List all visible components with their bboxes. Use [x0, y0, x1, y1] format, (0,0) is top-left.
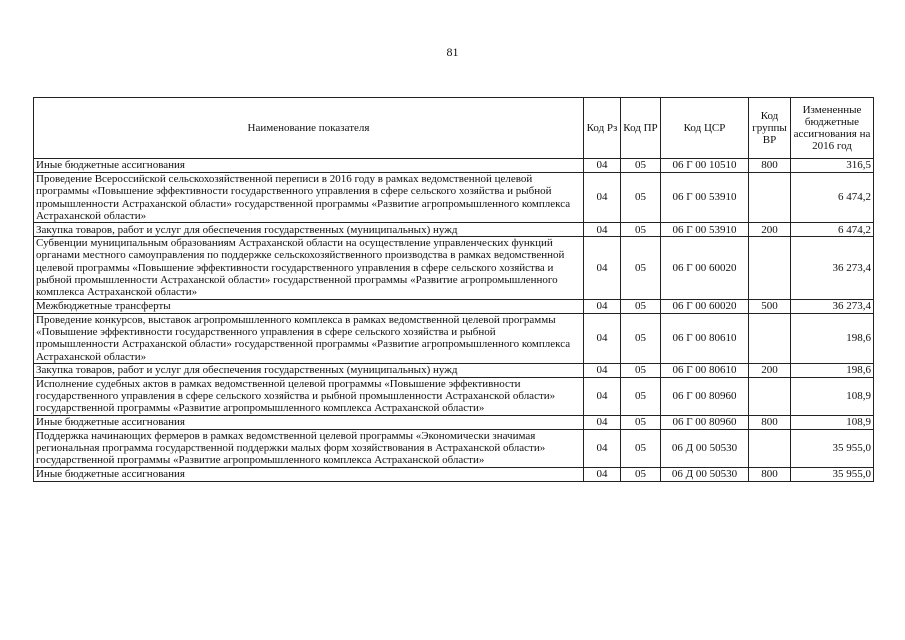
- row-amount: 36 273,4: [791, 299, 874, 313]
- header-rz: Код Рз: [584, 98, 621, 159]
- row-vr: 200: [749, 223, 791, 237]
- row-amount: 6 474,2: [791, 223, 874, 237]
- row-amount: 198,6: [791, 313, 874, 363]
- row-vr: 800: [749, 467, 791, 481]
- row-pr: 05: [621, 299, 661, 313]
- row-vr: [749, 377, 791, 415]
- table-row: [34, 415, 874, 429]
- table-row: [34, 223, 874, 237]
- row-name: Межбюджетные трансферты: [34, 299, 584, 313]
- row-vr: [749, 173, 791, 223]
- row-pr: 05: [621, 363, 661, 377]
- row-amount: 6 474,2: [791, 173, 874, 223]
- header-csr: Код ЦСР: [661, 98, 749, 159]
- row-amount: 108,9: [791, 415, 874, 429]
- row-amount: 35 955,0: [791, 467, 874, 481]
- table-row: [34, 159, 874, 173]
- row-name: Иные бюджетные ассигнования: [34, 415, 584, 429]
- row-pr: 05: [621, 173, 661, 223]
- row-rz: 04: [584, 299, 621, 313]
- row-pr: 05: [621, 415, 661, 429]
- row-pr: 05: [621, 429, 661, 467]
- table-row: [34, 313, 874, 363]
- row-amount: 35 955,0: [791, 429, 874, 467]
- row-csr: 06 Д 00 50530: [661, 467, 749, 481]
- page-number: 81: [446, 45, 459, 59]
- row-rz: 04: [584, 377, 621, 415]
- row-rz: 04: [584, 415, 621, 429]
- row-pr: 05: [621, 159, 661, 173]
- row-rz: 04: [584, 363, 621, 377]
- row-amount: 316,5: [791, 159, 874, 173]
- row-pr: 05: [621, 313, 661, 363]
- row-rz: 04: [584, 467, 621, 481]
- row-amount: 198,6: [791, 363, 874, 377]
- row-amount: 36 273,4: [791, 237, 874, 299]
- table-row: [34, 429, 874, 467]
- budget-table: [33, 97, 874, 482]
- row-pr: 05: [621, 467, 661, 481]
- row-name: Субвенции муниципальным образованиям Астраханской области на осуществление управленческих функций органами местного самоуправления по поддержке сельскохозяйственного производства в рамках ведомственной целевой программы «Повышение эффективности государственного управления в сфере сельского хозяйства и рыбной промышленности Астраханской области» государственной программы «Развитие агропромышленного комплекса Астраханской области»: [34, 237, 584, 299]
- row-pr: 05: [621, 237, 661, 299]
- table-row: [34, 237, 874, 299]
- table-row: [34, 363, 874, 377]
- row-name: Проведение конкурсов, выставок агропромышленного комплекса в рамках ведомственной целевой программы «Повышение эффективности государственного управления в сфере сельского хозяйства и рыбной промышленности Астраханской области» государственной программы «Развитие агропромышленного комплекса Астраханской области»: [34, 313, 584, 363]
- row-pr: 05: [621, 223, 661, 237]
- row-vr: [749, 237, 791, 299]
- row-name: Иные бюджетные ассигнования: [34, 467, 584, 481]
- row-rz: 04: [584, 429, 621, 467]
- header-pr: Код ПР: [621, 98, 661, 159]
- header-amount: Измененные бюджетные ассигнования на 2016 год: [791, 98, 874, 159]
- row-csr: 06 Г 00 80610: [661, 313, 749, 363]
- row-vr: 800: [749, 159, 791, 173]
- row-csr: 06 Г 00 60020: [661, 237, 749, 299]
- row-csr: 06 Г 00 53910: [661, 173, 749, 223]
- row-vr: 200: [749, 363, 791, 377]
- row-vr: 500: [749, 299, 791, 313]
- table-row: [34, 467, 874, 481]
- table-row: [34, 173, 874, 223]
- row-vr: [749, 313, 791, 363]
- row-csr: 06 Г 00 80610: [661, 363, 749, 377]
- header-vr: Код группы ВР: [749, 98, 791, 159]
- row-vr: [749, 429, 791, 467]
- row-rz: 04: [584, 237, 621, 299]
- row-name: Проведение Всероссийской сельскохозяйственной переписи в 2016 году в рамках ведомственной целевой программы «Повышение эффективности государственного управления в сфере сельского хозяйства и рыбной промышленности Астраханской области» государственной программы «Развитие агропромышленного комплекса Астраханской области»: [34, 173, 584, 223]
- row-name: Иные бюджетные ассигнования: [34, 159, 584, 173]
- table-row: [34, 377, 874, 415]
- row-csr: 06 Г 00 10510: [661, 159, 749, 173]
- row-csr: 06 Г 00 53910: [661, 223, 749, 237]
- row-rz: 04: [584, 223, 621, 237]
- row-name: Закупка товаров, работ и услуг для обеспечения государственных (муниципальных) нужд: [34, 223, 584, 237]
- table-header-row: [34, 98, 874, 159]
- table-row: [34, 299, 874, 313]
- row-csr: 06 Г 00 80960: [661, 415, 749, 429]
- row-name: Закупка товаров, работ и услуг для обеспечения государственных (муниципальных) нужд: [34, 363, 584, 377]
- row-name: Исполнение судебных актов в рамках ведомственной целевой программы «Повышение эффективности государственного управления в сфере сельского хозяйства и рыбной промышленности Астраханской области» государственной программы «Развитие агропромышленного комплекса Астраханской области»: [34, 377, 584, 415]
- row-csr: 06 Г 00 60020: [661, 299, 749, 313]
- row-vr: 800: [749, 415, 791, 429]
- row-name: Поддержка начинающих фермеров в рамках ведомственной целевой программы «Экономически значимая региональная программа государственной поддержки малых форм хозяйствования в Астраханской области» государственной программы «Развитие агропромышленного комплекса Астраханской области»: [34, 429, 584, 467]
- row-rz: 04: [584, 313, 621, 363]
- row-pr: 05: [621, 377, 661, 415]
- row-csr: 06 Г 00 80960: [661, 377, 749, 415]
- row-amount: 108,9: [791, 377, 874, 415]
- row-rz: 04: [584, 173, 621, 223]
- row-rz: 04: [584, 159, 621, 173]
- header-name: Наименование показателя: [34, 98, 584, 159]
- row-csr: 06 Д 00 50530: [661, 429, 749, 467]
